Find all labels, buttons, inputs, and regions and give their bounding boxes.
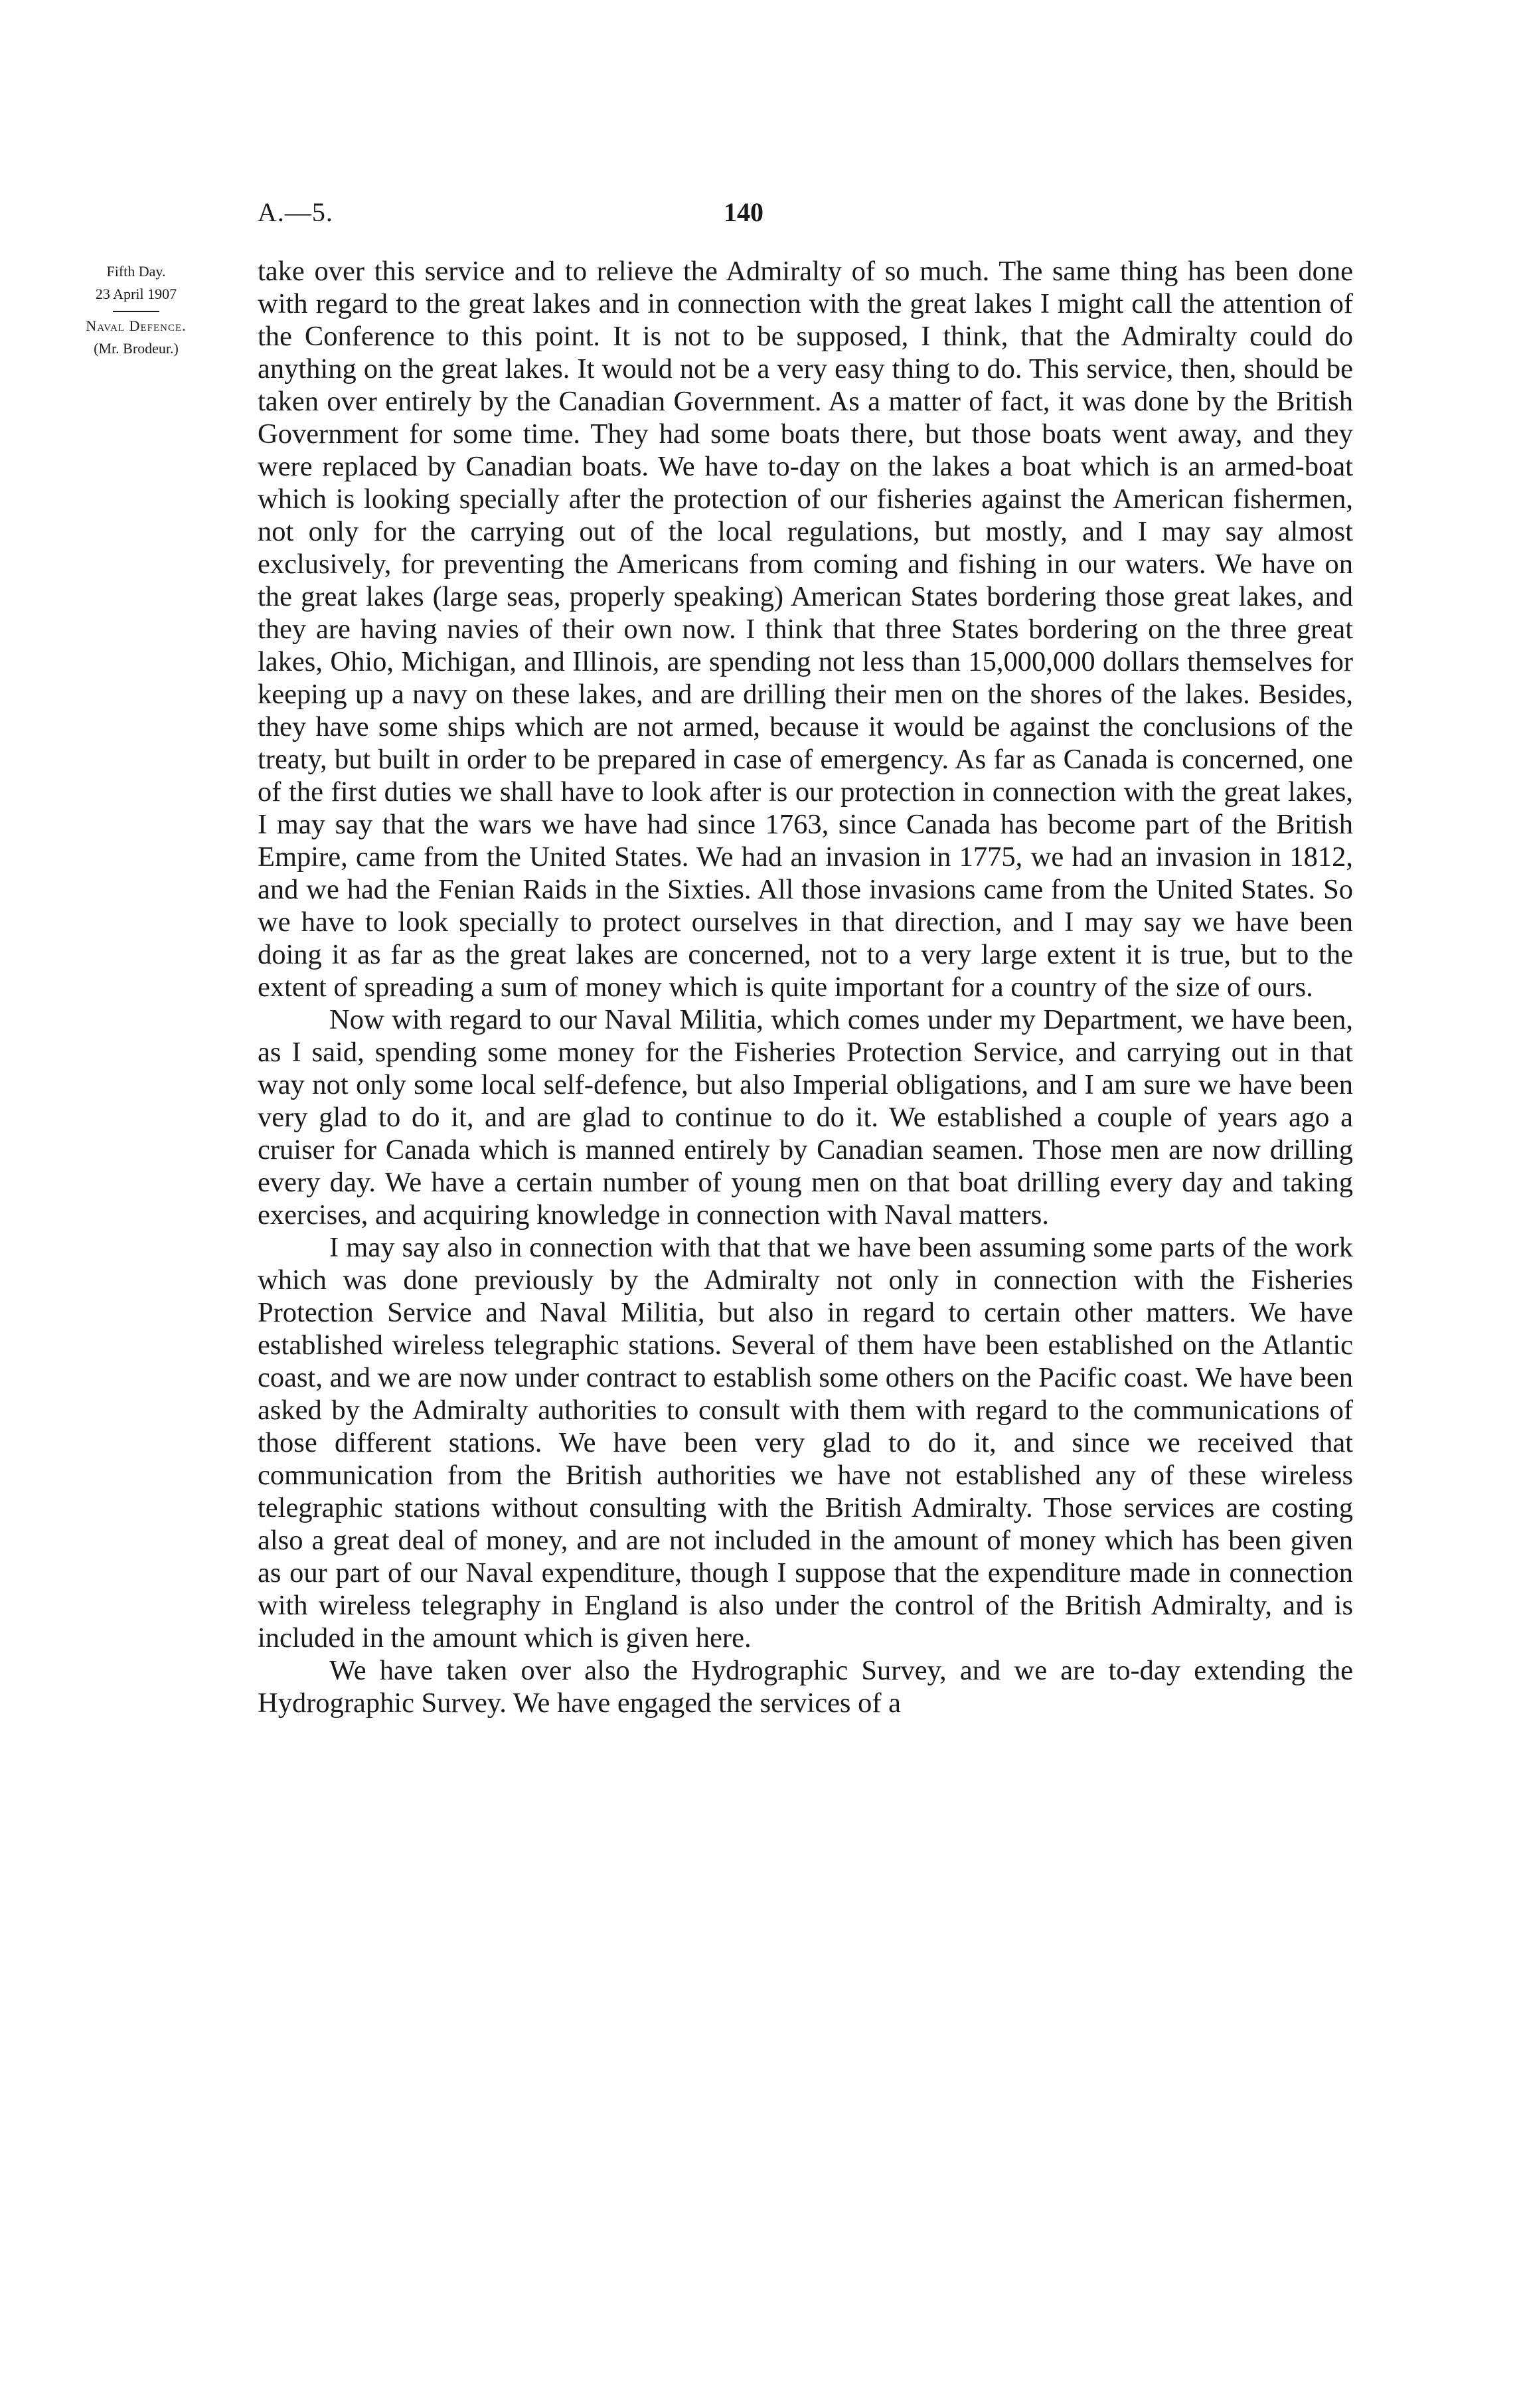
paragraph: Now with regard to our Naval Militia, which comes under my Department, we have been, as I said, spending some money for the Fisheries Protection Service, and carrying out in that way not only some local self-defence, but also Imperial obligations, and I am sure we have been very glad to do it, and are glad to continue to do it. We established a couple of years ago a cruiser for Canada which is manned entirely by Canadian seamen. Those men are now drilling every day. We have a certain number of young men on that boat drilling every day and taking exercises, and acquiring knowledge in connection with Naval matters. bbox=[258, 1004, 1353, 1231]
margin-rule bbox=[113, 311, 159, 312]
paragraph: take over this service and to relieve the Admiralty of so much. The same thing has been done with regard to the great lakes and in connection with the great lakes I might call the attention of the Conference to this point. It is not to be supposed, I think, that the Admiralty could do anything on the great lakes. It would not be a very easy thing to do. This service, then, should be taken over entirely by the Canadian Government. As a matter of fact, it was done by the British Government for some time. They had some boats there, but those boats went away, and they were replaced by Canadian boats. We have to-day on the lakes a boat which is an armed-boat which is looking specially after the protection of our fisheries against the American fishermen, not only for the carrying out of the local regulations, but mostly, and I may say almost exclusively, for preventing the Americans from coming and fishing in our waters. We have on the great lakes (large seas, properly speaking) American States bordering those great lakes, and they are having navies of their own now. I think that three States bordering on the three great lakes, Ohio, Michigan, and Illinois, are spending not less than 15,000,000 dollars themselves for keeping up a navy on these lakes, and are drilling their men on the shores of the lakes. Besides, they have some ships which are not armed, because it would be against the conclusions of the treaty, but built in order to be prepared in case of emergency. As far as Canada is concerned, one of the first duties we shall have to look after is our protection in connection with the great lakes, I may say that the wars we have had since 1763, since Canada has become part of the British Empire, came from the United States. We had an invasion in 1775, we had an invasion in 1812, and we had the Fenian Raids in the Sixties. All those invasions came from the United States. So we have to look specially to protect ourselves in that direction, and I may say we have been doing it as far as the great lakes are concerned, not to a very large extent it is true, but to the extent of spreading a sum of money which is quite important for a country of the size of ours. bbox=[258, 256, 1353, 1003]
body-text bbox=[258, 255, 1353, 1719]
document-number: A.—5. bbox=[258, 197, 333, 227]
page-number: 140 bbox=[724, 197, 763, 227]
margin-notes bbox=[40, 260, 232, 360]
paragraph: We have taken over also the Hydrographic Survey, and we are to-day extending the Hydrographic Survey. We have engaged the services of a bbox=[258, 1655, 1353, 1719]
margin-day: Fifth Day. bbox=[106, 263, 166, 280]
paragraph: I may say also in connection with that that we have been assuming some parts of the work which was done previously by the Admiralty not only in connection with the Fisheries Protection Service and Naval Militia, but also in regard to certain other matters. We have established wireless telegraphic stations. Several of them have been established on the Atlantic coast, and we are now under contract to establish some others on the Pacific coast. We have been asked by the Admiralty authorities to consult with them with regard to the communications of those different stations. We have been very glad to do it, and since we received that communication from the British authorities we have not established any of these wireless telegraphic stations without consulting with the British Admiralty. Those services are costing also a great deal of money, and are not included in the amount of money which has been given as our part of our Naval expenditure, though I suppose that the expenditure made in connection with wireless telegraphy in England is also under the control of the British Admiralty, and is included in the amount which is given here. bbox=[258, 1232, 1353, 1654]
margin-date: 23 April 1907 bbox=[95, 286, 177, 302]
margin-subject: Naval Defence. bbox=[86, 317, 187, 334]
margin-speaker: (Mr. Brodeur.) bbox=[94, 340, 179, 357]
